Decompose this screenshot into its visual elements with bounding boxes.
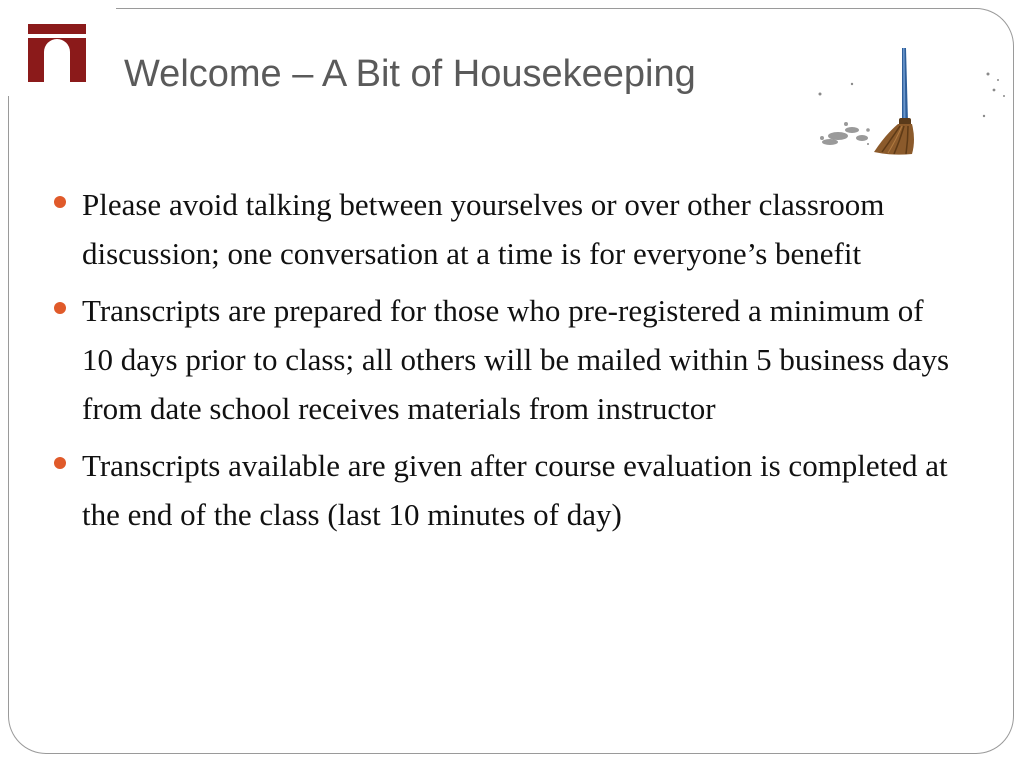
bullet-text: Transcripts are prepared for those who pre-registered a minimum of 10 days prior to class; all others will be mailed within 5 business days from date school receives materials from instructor: [82, 293, 950, 426]
bullet-marker: [54, 457, 66, 469]
bullet-item: [52, 441, 952, 539]
slide-title: Welcome – A Bit of Housekeeping: [124, 53, 696, 95]
archway-logo-icon: [26, 22, 88, 84]
bullet-marker: [54, 302, 66, 314]
bullet-list: [52, 180, 952, 547]
bullet-item: [52, 286, 952, 433]
bullet-marker: [54, 196, 66, 208]
broom-icon: [808, 44, 1018, 160]
bullet-text: Please avoid talking between yourselves or over other classroom discussion; one conversation at a time is for everyone’s benefit: [82, 187, 885, 271]
bullet-text: Transcripts available are given after course evaluation is completed at the end of the class (last 10 minutes of day): [82, 448, 948, 532]
bullet-item: [52, 180, 952, 278]
